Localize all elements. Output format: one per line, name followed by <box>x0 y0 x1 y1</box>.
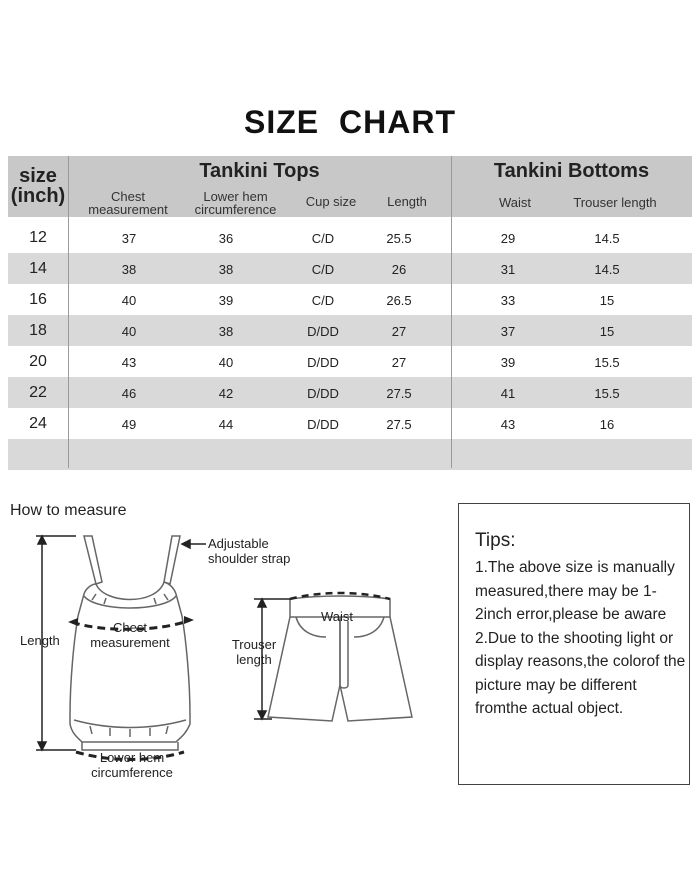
tip-item: 1.The above size is manually measured,there may be 1-2inch error,please be aware <box>475 559 675 623</box>
table-row <box>8 346 692 377</box>
table-cell: 39 <box>500 355 516 370</box>
table-cell: 27 <box>391 355 407 370</box>
size-header-line2: (inch) <box>10 185 66 207</box>
size-cell: 22 <box>29 384 47 401</box>
table-cell: 37 <box>500 324 516 339</box>
table-cell: D/DD <box>307 417 339 432</box>
table-cell: D/DD <box>307 386 339 401</box>
right-strap <box>164 536 180 584</box>
table-row <box>8 222 692 253</box>
table-cell: 15 <box>599 324 615 339</box>
table-cell: D/DD <box>307 355 339 370</box>
table-cell: 43 <box>121 355 137 370</box>
top-body <box>70 582 190 742</box>
size-chart-table <box>8 156 692 468</box>
table-row <box>8 408 692 439</box>
table-cell: 37 <box>121 231 137 246</box>
strap-label <box>208 536 290 566</box>
table-cell: 39 <box>218 293 234 308</box>
table-row-empty <box>8 439 692 470</box>
size-cell: 12 <box>29 229 47 246</box>
hem-band <box>82 742 178 750</box>
lower-hem-label-line1: Lower hem <box>99 750 165 765</box>
table-cell: 42 <box>218 386 234 401</box>
table-cell: 49 <box>121 417 137 432</box>
tips-box <box>458 503 690 785</box>
tip-item: 2.Due to the shooting light or display reasons,the colorof the picture may be different fromthe actual object. <box>475 629 686 717</box>
table-row <box>8 377 692 408</box>
table-cell: 15 <box>599 293 615 308</box>
table-cell: 15.5 <box>594 386 620 401</box>
table-cell: C/D <box>311 262 335 277</box>
table-cell: D/DD <box>307 324 339 339</box>
col-header-chest-line1: Chest <box>111 189 145 204</box>
table-cell: 26.5 <box>386 293 412 308</box>
col-header-trouser-length: Trouser length <box>573 195 657 210</box>
col-header-lower-hem <box>183 190 288 216</box>
left-strap <box>84 536 102 584</box>
strap-label-line2: shoulder strap <box>208 551 291 566</box>
table-cell: 27.5 <box>386 417 412 432</box>
size-header-line1: size <box>19 165 57 187</box>
table-cell: 29 <box>500 231 516 246</box>
col-header-length: Length <box>387 194 427 209</box>
table-divider-groups <box>451 156 452 468</box>
length-label: Length <box>20 633 60 648</box>
table-cell: 46 <box>121 386 137 401</box>
table-cell: C/D <box>311 231 335 246</box>
trouser-length-label-line2: length <box>236 652 272 667</box>
col-header-chest-line2: measurement <box>88 202 168 217</box>
table-cell: C/D <box>311 293 335 308</box>
size-cell: 20 <box>29 353 47 370</box>
table-row <box>8 315 692 346</box>
chest-label <box>80 620 180 650</box>
strap-label-line1: Adjustable <box>208 536 269 551</box>
trouser-length-label <box>226 637 282 667</box>
tips-title: Tips: <box>475 530 516 551</box>
table-cell: 40 <box>121 324 137 339</box>
table-cell: 31 <box>500 262 516 277</box>
table-cell: 41 <box>500 386 516 401</box>
waist-label: Waist <box>320 609 354 624</box>
lower-hem-label-line2: circumference <box>91 765 173 780</box>
size-cell: 24 <box>29 415 47 432</box>
table-cell: 38 <box>218 324 234 339</box>
table-cell: 26 <box>391 262 407 277</box>
table-cell: 16 <box>599 417 615 432</box>
table-divider-size <box>68 156 69 468</box>
tips-text <box>475 556 687 721</box>
table-cell: 27.5 <box>386 386 412 401</box>
size-column-header <box>8 166 68 206</box>
col-header-lower-hem-line1: Lower hem <box>203 189 268 204</box>
table-cell: 43 <box>500 417 516 432</box>
group-header-tops: Tankini Tops <box>199 160 320 182</box>
size-cell: 18 <box>29 322 47 339</box>
table-row <box>8 253 692 284</box>
col-header-cup-size: Cup size <box>305 194 357 209</box>
size-cell: 14 <box>29 260 47 277</box>
table-cell: 36 <box>218 231 234 246</box>
table-cell: 14.5 <box>594 231 620 246</box>
table-cell: 25.5 <box>386 231 412 246</box>
table-cell: 38 <box>121 262 137 277</box>
page-title: SIZE CHART <box>244 104 456 140</box>
table-cell: 33 <box>500 293 516 308</box>
trouser-length-label-line1: Trouser <box>231 637 277 652</box>
size-cell: 16 <box>29 291 47 308</box>
table-cell: 15.5 <box>594 355 620 370</box>
col-header-chest <box>78 190 178 216</box>
table-cell: 40 <box>121 293 137 308</box>
table-cell: 27 <box>391 324 407 339</box>
table-cell: 38 <box>218 262 234 277</box>
group-header-bottoms: Tankini Bottoms <box>493 160 650 182</box>
table-cell: 40 <box>218 355 234 370</box>
chest-label-line1: Chest <box>113 620 147 635</box>
table-cell: 44 <box>218 417 234 432</box>
col-header-lower-hem-line2: circumference <box>194 202 277 217</box>
col-header-waist: Waist <box>498 195 532 210</box>
how-to-measure-heading: How to measure <box>10 502 127 519</box>
lower-hem-label <box>82 750 182 780</box>
table-cell: 14.5 <box>594 262 620 277</box>
chest-label-line2: measurement <box>90 635 170 650</box>
table-row <box>8 284 692 315</box>
